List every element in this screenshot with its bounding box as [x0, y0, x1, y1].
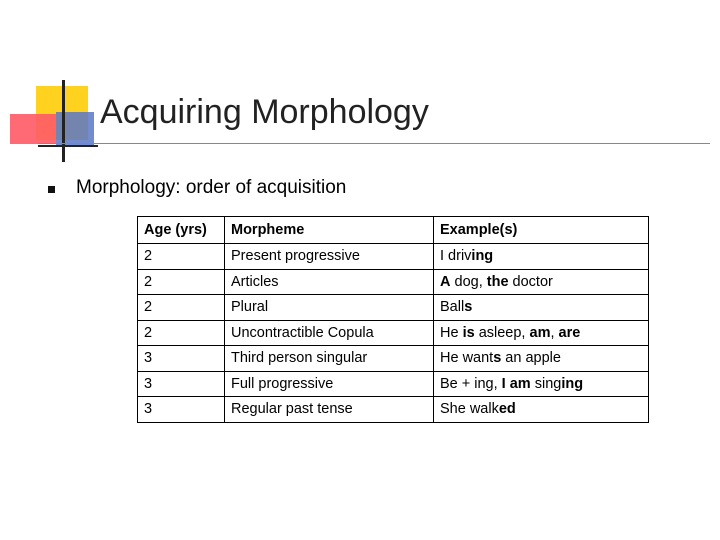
title-underline-accent	[38, 145, 98, 147]
example-morpheme-highlight: ing	[471, 248, 494, 265]
example-morpheme-highlight: s	[493, 350, 502, 367]
example-morpheme-highlight: A	[440, 273, 451, 290]
example-text: an apple	[501, 350, 561, 367]
table-row	[138, 244, 649, 270]
bullet-square-icon	[48, 186, 55, 193]
cell-morpheme: Third person singular	[225, 346, 434, 372]
cell-morpheme: Full progressive	[225, 371, 434, 397]
cell-age: 3	[138, 397, 225, 423]
cell-age: 2	[138, 244, 225, 270]
example-morpheme-highlight: ing	[561, 375, 584, 392]
cell-example	[434, 371, 649, 397]
cell-age: 2	[138, 295, 225, 321]
example-morpheme-highlight: ed	[498, 401, 516, 418]
example-text: He want	[440, 350, 494, 367]
example-text: doctor	[508, 273, 553, 290]
example-morpheme-highlight: is	[462, 324, 475, 341]
slide-title: Acquiring Morphology	[100, 93, 429, 131]
cell-example	[434, 269, 649, 295]
cell-morpheme: Regular past tense	[225, 397, 434, 423]
cell-age: 2	[138, 320, 225, 346]
table-row	[138, 269, 649, 295]
example-morpheme-highlight: are	[558, 324, 581, 341]
cell-example	[434, 244, 649, 270]
example-morpheme-highlight: I am	[501, 375, 531, 392]
header-examples: Example(s)	[434, 217, 649, 244]
example-text: He	[440, 324, 463, 341]
example-morpheme-highlight: s	[464, 299, 473, 316]
example-text: sing	[530, 375, 562, 392]
cell-age: 3	[138, 346, 225, 372]
cell-morpheme: Articles	[225, 269, 434, 295]
header-morpheme: Morpheme	[225, 217, 434, 244]
table-body	[138, 244, 649, 423]
morphology-table	[137, 216, 649, 423]
example-text: ,	[550, 324, 559, 341]
cell-example	[434, 295, 649, 321]
example-text: Be + ing,	[440, 375, 502, 392]
example-morpheme-highlight: am	[529, 324, 551, 341]
cell-example	[434, 346, 649, 372]
table-row	[138, 320, 649, 346]
header-age: Age (yrs)	[138, 217, 225, 244]
decor-vertical-line	[62, 80, 65, 162]
title-underline	[38, 143, 710, 144]
cell-age: 3	[138, 371, 225, 397]
table-row	[138, 295, 649, 321]
cell-morpheme: Uncontractible Copula	[225, 320, 434, 346]
example-text: Ball	[440, 299, 465, 316]
cell-example	[434, 320, 649, 346]
example-text: I driv	[440, 248, 472, 265]
table-row	[138, 397, 649, 423]
example-morpheme-highlight: the	[486, 273, 509, 290]
table-header-row	[138, 217, 649, 244]
table-row	[138, 371, 649, 397]
cell-age: 2	[138, 269, 225, 295]
example-text: asleep,	[474, 324, 530, 341]
example-text: dog,	[450, 273, 487, 290]
table-row	[138, 346, 649, 372]
cell-example	[434, 397, 649, 423]
cell-morpheme: Plural	[225, 295, 434, 321]
example-text: She walk	[440, 401, 499, 418]
cell-morpheme: Present progressive	[225, 244, 434, 270]
decor-red-square	[10, 114, 56, 144]
bullet-text: Morphology: order of acquisition	[76, 177, 347, 198]
